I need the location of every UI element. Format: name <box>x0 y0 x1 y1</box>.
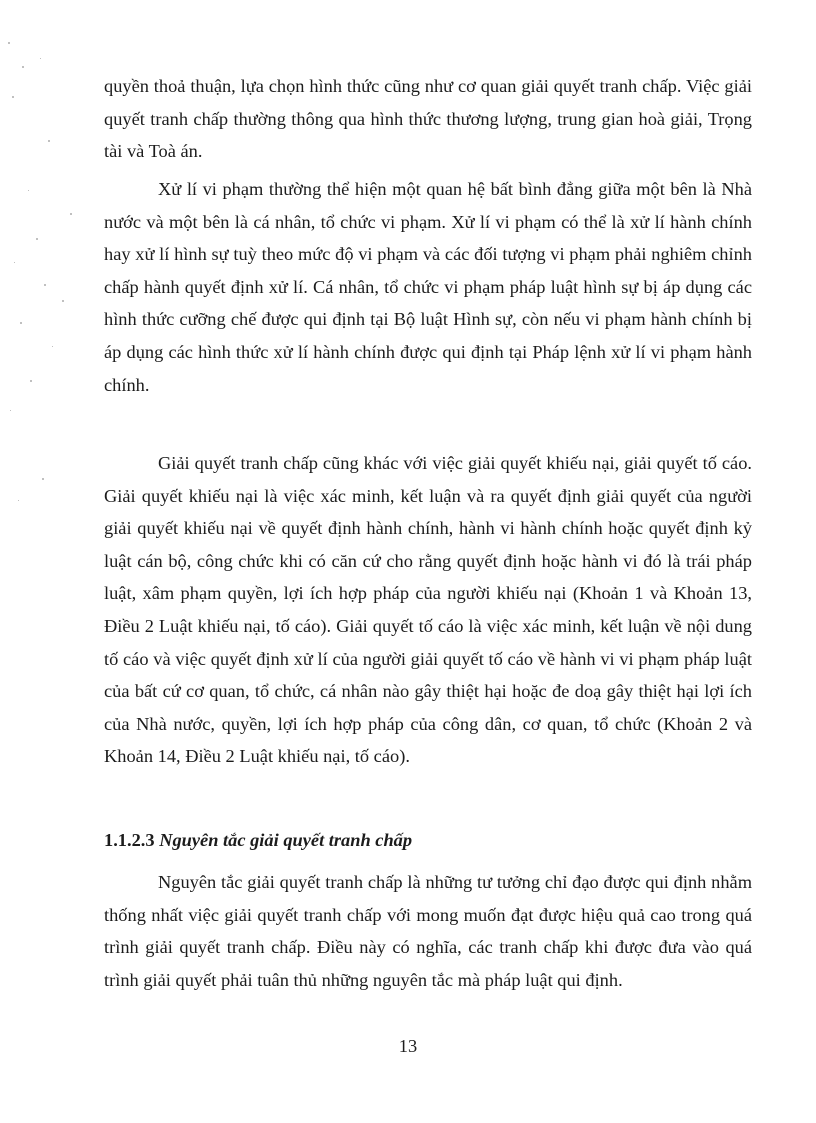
section-title: Nguyên tắc giải quyết tranh chấp <box>159 830 413 850</box>
paragraph-violation-handling: Xử lí vi phạm thường thể hiện một quan hệ bất bình đẳng giữa một bên là Nhà nước và một bên là cá nhân, tổ chức vi phạm. Xử lí vi phạm có thể là xử lí hành chính hay xử lí hình sự tuỳ theo mức độ vi phạm và các đối tượng vi phạm phải nghiêm chỉnh chấp hành quyết định xử lí. Cá nhân, tổ chức vi phạm pháp luật hình sự bị áp dụng các hình thức cưỡng chế được qui định tại Bộ luật Hình sự, còn nếu vi phạm hành chính bị áp dụng các hình thức xử lí hành chính được qui định tại Pháp lệnh xử lí vi phạm hành chính. <box>104 179 752 395</box>
scan-noise <box>0 0 90 520</box>
paragraph-dispute-principles: Nguyên tắc giải quyết tranh chấp là những tư tưởng chỉ đạo được qui định nhằm thống nhất việc giải quyết tranh chấp với mong muốn đạt được hiệu quả cao trong quá trình giải quyết tranh chấp. Điều này có nghĩa, các tranh chấp khi được đưa vào quá trình giải quyết phải tuân thủ những nguyên tắc mà pháp luật qui định. <box>104 872 752 990</box>
paragraph-continuation: quyền thoả thuận, lựa chọn hình thức cũng như cơ quan giải quyết tranh chấp. Việc giải quyết tranh chấp thường thông qua hình thức thương lượng, trung gian hoà giải, Trọng tài và Toà án. <box>104 76 752 162</box>
paragraph-complaints-denunciations: Giải quyết tranh chấp cũng khác với việc giải quyết khiếu nại, giải quyết tố cáo. Giải quyết khiếu nại là việc xác minh, kết luận và ra quyết định giải quyết của người giải quyết khiếu nại về quyết định hành chính, hành vi hành chính hoặc quyết định kỷ luật cán bộ, công chức khi có căn cứ cho rằng quyết định hoặc hành vi đó là trái pháp luật, xâm phạm quyền, lợi ích hợp pháp của người khiếu nại (Khoản 1 và Khoản 13, Điều 2 Luật khiếu nại, tố cáo). Giải quyết tố cáo là việc xác minh, kết luận về nội dung tố cáo và việc quyết định xử lí của người giải quyết tố cáo về hành vi vi phạm pháp luật của bất cứ cơ quan, tổ chức, cá nhân nào gây thiệt hại hoặc đe doạ gây thiệt hại lợi ích của Nhà nước, quyền, lợi ích hợp pháp của công dân, cơ quan, tổ chức (Khoản 2 và Khoản 14, Điều 2 Luật khiếu nại, tố cáo). <box>104 453 752 767</box>
page-number: 13 <box>398 1036 418 1056</box>
section-heading <box>104 824 752 857</box>
section-number: 1.1.2.3 <box>104 830 155 850</box>
